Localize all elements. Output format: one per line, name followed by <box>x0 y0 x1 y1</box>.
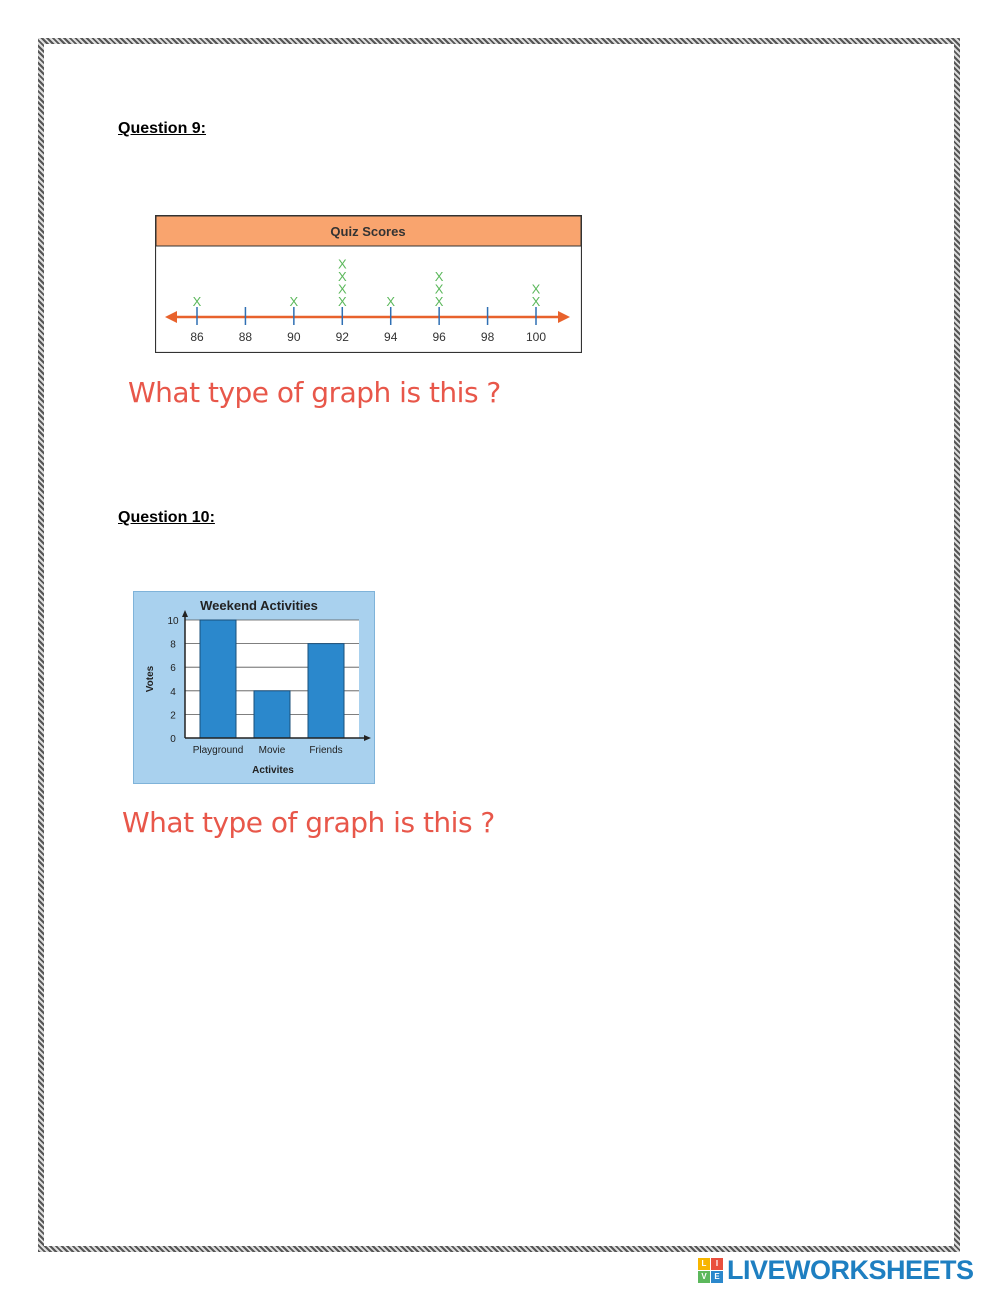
dot-plot-mark: X <box>531 294 541 309</box>
dot-plot-mark: X <box>337 256 347 272</box>
question-10-prompt: What type of graph is this ? <box>122 806 495 839</box>
bar-chart-ytick-label: 6 <box>170 663 176 675</box>
dot-plot-mark: X <box>434 269 444 284</box>
dot-plot-title: Quiz Scores <box>330 224 406 239</box>
dot-plot-tick-label: 90 <box>287 330 301 344</box>
question-10-title: Question 10: <box>118 509 215 526</box>
dot-plot-mark: X <box>337 281 347 297</box>
question-9-prompt: What type of graph is this ? <box>128 376 501 409</box>
bar-chart-xtick-label: Friends <box>309 745 343 756</box>
bar-chart-title: Weekend Activities <box>200 598 318 613</box>
dot-plot-tick-label: 86 <box>190 330 204 344</box>
logo-cube: V <box>698 1271 710 1283</box>
question-9-title: Question 9: <box>118 120 207 137</box>
bar-chart-ytick-label: 8 <box>170 639 176 651</box>
logo-cube: L <box>698 1258 710 1270</box>
dot-plot-mark: X <box>192 294 202 309</box>
logo-cubes-icon <box>698 1258 723 1283</box>
dot-plot-mark: X <box>289 294 299 309</box>
liveworksheets-logo[interactable] <box>698 1256 974 1284</box>
bar <box>308 644 344 738</box>
bar-chart-ytick-label: 2 <box>170 710 176 722</box>
dot-plot-mark: X <box>531 281 541 297</box>
weekend-activities-bar-chart <box>133 591 375 784</box>
dot-plot-mark: X <box>337 294 347 309</box>
bar-chart-ytick-label: 10 <box>167 616 179 627</box>
dot-plot-tick-label: 100 <box>525 330 547 344</box>
dot-plot-tick-label: 98 <box>480 330 495 344</box>
dot-plot-tick-label: 92 <box>335 330 349 344</box>
bar <box>254 691 290 738</box>
bar-chart-xtick-label: Playground <box>192 745 244 756</box>
logo-text: LIVEWORKSHEETS <box>727 1254 974 1285</box>
dot-plot-mark: X <box>434 294 444 309</box>
bar-chart-xlabel: Activites <box>252 765 294 776</box>
bar-chart-ytick-label: 4 <box>170 686 176 698</box>
dot-plot-mark: X <box>434 281 444 297</box>
dot-plot-mark: X <box>386 294 396 309</box>
quiz-scores-dot-plot <box>155 215 582 353</box>
bar-chart-ylabel: Votes <box>145 665 156 693</box>
bar-chart-xtick-label: Movie <box>258 745 286 756</box>
dot-plot-tick-label: 88 <box>238 330 253 344</box>
dot-plot-mark: X <box>337 269 347 284</box>
dot-plot-tick-label: 94 <box>384 330 398 344</box>
logo-cube: E <box>711 1271 723 1283</box>
bar <box>200 620 236 738</box>
bar-chart-ytick-label: 0 <box>170 734 176 745</box>
logo-cube: I <box>711 1258 723 1270</box>
dot-plot-tick-label: 96 <box>432 330 446 344</box>
